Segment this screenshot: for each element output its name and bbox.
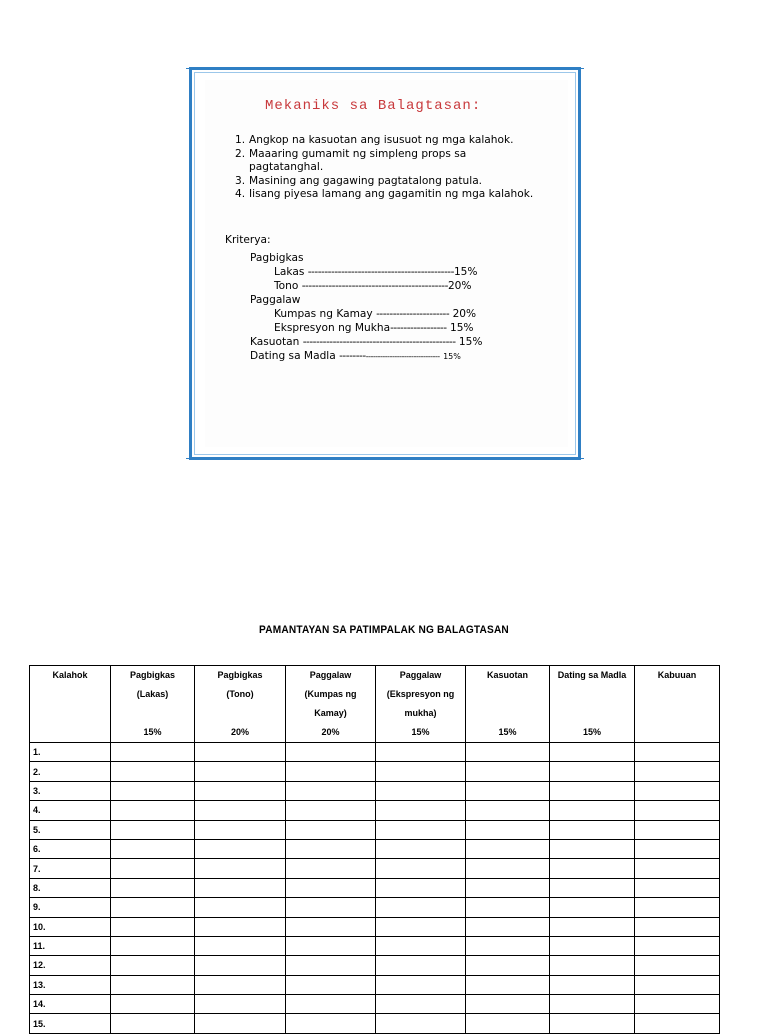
score-cell[interactable] xyxy=(111,975,195,994)
score-cell[interactable] xyxy=(376,743,466,762)
score-cell[interactable] xyxy=(111,839,195,858)
rule-text: Angkop na kasuotan ang isusuot ng mga kalahok. xyxy=(249,134,514,146)
score-cell[interactable] xyxy=(111,936,195,955)
score-cell[interactable] xyxy=(466,859,550,878)
score-cell[interactable] xyxy=(111,820,195,839)
score-cell[interactable] xyxy=(195,781,286,800)
score-cell[interactable] xyxy=(466,839,550,858)
score-cell[interactable] xyxy=(376,859,466,878)
score-cell[interactable] xyxy=(195,743,286,762)
criteria-ekspresyon xyxy=(274,322,474,334)
criteria-percent: 15% xyxy=(449,322,474,334)
table-row xyxy=(30,878,720,897)
criteria-leader: ---------------------------------------------- xyxy=(302,336,456,348)
criteria-percent: 20% xyxy=(452,308,477,320)
score-cell[interactable] xyxy=(111,743,195,762)
score-cell[interactable] xyxy=(286,820,376,839)
column-weight: 20% xyxy=(230,727,249,737)
score-cell[interactable] xyxy=(111,956,195,975)
score-cell[interactable] xyxy=(635,898,720,917)
column-header xyxy=(466,666,550,743)
column-header-label: Paggalaw xyxy=(399,670,442,680)
criteria-name: Kasuotan xyxy=(250,336,300,348)
score-cell[interactable] xyxy=(111,762,195,781)
score-cell[interactable] xyxy=(195,995,286,1014)
rule-number: 1. xyxy=(235,134,246,146)
column-header-label: Paggalaw xyxy=(309,670,352,680)
table-row xyxy=(30,820,720,839)
contestant-number: 14. xyxy=(30,995,111,1014)
column-header-label: (Kumpas ng xyxy=(304,689,357,699)
score-cell[interactable] xyxy=(635,956,720,975)
contestant-number: 10. xyxy=(30,917,111,936)
criteria-name: Lakas xyxy=(274,266,305,278)
score-cell[interactable] xyxy=(376,781,466,800)
score-cell[interactable] xyxy=(195,762,286,781)
rule-number: 2. xyxy=(235,147,246,160)
score-cell[interactable] xyxy=(550,859,635,878)
criteria-leader: ------------------------------- xyxy=(365,352,440,361)
criteria-dating xyxy=(250,350,461,362)
table-row xyxy=(30,995,720,1014)
table-row xyxy=(30,917,720,936)
score-cell[interactable] xyxy=(195,936,286,955)
rule-number: 4. xyxy=(235,188,246,201)
table-row xyxy=(30,781,720,800)
score-cell[interactable] xyxy=(286,878,376,897)
criteria-leader: -------- xyxy=(339,350,366,362)
score-cell[interactable] xyxy=(635,878,720,897)
column-header-label: Pagbigkas xyxy=(217,670,263,680)
score-cell[interactable] xyxy=(376,898,466,917)
score-cell[interactable] xyxy=(635,859,720,878)
score-cell[interactable] xyxy=(286,859,376,878)
score-cell[interactable] xyxy=(195,917,286,936)
criteria-percent: 15% xyxy=(453,266,478,278)
score-cell[interactable] xyxy=(635,936,720,955)
rule-text: Iisang piyesa lamang ang gagamitin ng mga kalahok. xyxy=(249,188,534,201)
table-row xyxy=(30,975,720,994)
column-header-label: Kabuuan xyxy=(657,670,697,680)
contestant-number: 12. xyxy=(30,956,111,975)
mechanics-title: Mekaniks sa Balagtasan: xyxy=(265,98,482,114)
contestant-number: 11. xyxy=(30,936,111,955)
score-cell[interactable] xyxy=(286,743,376,762)
score-cell[interactable] xyxy=(195,801,286,820)
rule-item xyxy=(235,148,535,175)
score-cell[interactable] xyxy=(635,743,720,762)
score-cell[interactable] xyxy=(466,762,550,781)
criteria-kumpas xyxy=(274,308,476,320)
score-cell[interactable] xyxy=(550,820,635,839)
score-cell[interactable] xyxy=(376,975,466,994)
contestant-number: 2. xyxy=(30,762,111,781)
rule-item xyxy=(235,134,535,148)
score-cell[interactable] xyxy=(286,956,376,975)
column-header-label: Kamay) xyxy=(314,708,347,718)
table-row xyxy=(30,801,720,820)
score-cell[interactable] xyxy=(376,820,466,839)
column-header-label: mukha) xyxy=(404,708,437,718)
score-cell[interactable] xyxy=(550,839,635,858)
score-cell[interactable] xyxy=(550,995,635,1014)
column-weight: 15% xyxy=(582,727,601,737)
column-weight: 15% xyxy=(411,727,430,737)
score-cell[interactable] xyxy=(550,917,635,936)
criteria-heading: Paggalaw xyxy=(250,294,301,306)
criteria-lakas xyxy=(274,266,477,278)
score-cell[interactable] xyxy=(111,917,195,936)
score-cell[interactable] xyxy=(376,936,466,955)
column-header xyxy=(111,666,195,743)
score-cell[interactable] xyxy=(466,917,550,936)
criteria-percent: 15% xyxy=(458,336,483,348)
score-cell[interactable] xyxy=(635,801,720,820)
score-cell[interactable] xyxy=(635,820,720,839)
column-weight: 15% xyxy=(498,727,517,737)
score-cell[interactable] xyxy=(286,995,376,1014)
score-cell[interactable] xyxy=(550,801,635,820)
criteria-name: Kumpas ng Kamay xyxy=(274,308,373,320)
score-cell[interactable] xyxy=(286,762,376,781)
score-cell[interactable] xyxy=(195,898,286,917)
criteria-heading: Pagbigkas xyxy=(250,252,304,264)
score-cell[interactable] xyxy=(195,859,286,878)
contestant-number: 13. xyxy=(30,975,111,994)
score-cell[interactable] xyxy=(376,956,466,975)
score-cell[interactable] xyxy=(635,995,720,1014)
criteria-leader: ----------------- xyxy=(390,322,447,334)
table-row xyxy=(30,956,720,975)
score-cell[interactable] xyxy=(111,878,195,897)
score-cell[interactable] xyxy=(286,917,376,936)
table-title: PAMANTAYAN SA PATIMPALAK NG BALAGTASAN xyxy=(259,624,509,636)
score-cell[interactable] xyxy=(195,975,286,994)
contestant-number: 4. xyxy=(30,801,111,820)
score-cell[interactable] xyxy=(466,820,550,839)
score-cell[interactable] xyxy=(286,898,376,917)
criteria-leader: ---------------------- xyxy=(376,308,450,320)
score-cell[interactable] xyxy=(376,839,466,858)
score-cell[interactable] xyxy=(550,936,635,955)
score-cell[interactable] xyxy=(376,917,466,936)
criteria-paggalaw xyxy=(250,294,300,306)
score-cell[interactable] xyxy=(195,878,286,897)
column-header xyxy=(195,666,286,743)
score-cell[interactable] xyxy=(111,859,195,878)
score-cell[interactable] xyxy=(550,878,635,897)
criteria-percent: 15% xyxy=(443,352,461,361)
column-header-label: Kasuotan xyxy=(486,670,528,680)
score-cell[interactable] xyxy=(635,762,720,781)
table-row xyxy=(30,839,720,858)
table-header-row xyxy=(30,666,720,743)
score-cell[interactable] xyxy=(466,781,550,800)
score-cell[interactable] xyxy=(111,995,195,1014)
score-cell[interactable] xyxy=(286,839,376,858)
contestant-number: 1. xyxy=(30,743,111,762)
column-header-label: (Ekspresyon ng xyxy=(386,689,455,699)
criteria-name: Ekspresyon ng Mukha xyxy=(274,322,391,334)
column-header xyxy=(550,666,635,743)
score-cell[interactable] xyxy=(111,898,195,917)
criteria-name: Dating sa Madla xyxy=(250,350,336,362)
score-cell[interactable] xyxy=(466,975,550,994)
criteria-tono xyxy=(274,280,471,292)
score-cell[interactable] xyxy=(550,898,635,917)
contestant-number: 15. xyxy=(30,1014,111,1033)
criteria-percent: 20% xyxy=(447,280,472,292)
score-cell[interactable] xyxy=(466,936,550,955)
contestant-number: 7. xyxy=(30,859,111,878)
score-cell[interactable] xyxy=(376,995,466,1014)
rule-item xyxy=(235,175,535,189)
scoring-table xyxy=(29,665,720,1034)
score-cell[interactable] xyxy=(466,801,550,820)
score-cell[interactable] xyxy=(635,839,720,858)
contestant-number: 6. xyxy=(30,839,111,858)
column-weight: 20% xyxy=(321,727,340,737)
column-header xyxy=(30,666,111,743)
table-row xyxy=(30,936,720,955)
criteria-name: Tono xyxy=(274,280,299,292)
score-cell[interactable] xyxy=(376,762,466,781)
contestant-number: 9. xyxy=(30,898,111,917)
table-row xyxy=(30,859,720,878)
score-cell[interactable] xyxy=(550,975,635,994)
column-header xyxy=(286,666,376,743)
contestant-number: 8. xyxy=(30,878,111,897)
table-row xyxy=(30,898,720,917)
score-cell[interactable] xyxy=(550,762,635,781)
mechanics-box xyxy=(189,67,581,460)
mechanics-rules-list xyxy=(235,134,535,202)
column-header xyxy=(376,666,466,743)
criteria-leader: -------------------------------------------- xyxy=(301,280,448,292)
table-row xyxy=(30,743,720,762)
column-header-label: (Tono) xyxy=(226,689,254,699)
column-weight: 15% xyxy=(143,727,162,737)
score-cell[interactable] xyxy=(195,820,286,839)
score-cell[interactable] xyxy=(111,781,195,800)
score-cell[interactable] xyxy=(635,917,720,936)
score-cell[interactable] xyxy=(195,839,286,858)
score-cell[interactable] xyxy=(466,743,550,762)
criteria-leader: -------------------------------------------- xyxy=(307,266,454,278)
score-cell[interactable] xyxy=(286,975,376,994)
score-cell[interactable] xyxy=(466,995,550,1014)
column-header-label: Pagbigkas xyxy=(129,670,176,680)
score-cell[interactable] xyxy=(550,781,635,800)
score-cell[interactable] xyxy=(286,936,376,955)
score-cell[interactable] xyxy=(466,878,550,897)
score-cell[interactable] xyxy=(286,781,376,800)
table-row xyxy=(30,762,720,781)
contestant-number: 5. xyxy=(30,820,111,839)
score-cell[interactable] xyxy=(466,898,550,917)
criteria-kasuotan xyxy=(250,336,482,348)
column-header-label: Dating sa Madla xyxy=(557,670,627,680)
score-cell[interactable] xyxy=(286,801,376,820)
score-cell[interactable] xyxy=(635,781,720,800)
score-cell[interactable] xyxy=(466,956,550,975)
score-cell[interactable] xyxy=(111,801,195,820)
score-cell[interactable] xyxy=(376,878,466,897)
rule-text: Maaaring gumamit ng simpleng props sa pagtatanghal. xyxy=(249,147,467,174)
contestant-number: 3. xyxy=(30,781,111,800)
criteria-pagbigkas xyxy=(250,252,303,264)
column-header-label: (Lakas) xyxy=(136,689,169,699)
score-cell[interactable] xyxy=(550,743,635,762)
score-cell[interactable] xyxy=(195,956,286,975)
column-header-label: Kalahok xyxy=(52,670,88,680)
column-header xyxy=(635,666,720,743)
score-cell[interactable] xyxy=(376,801,466,820)
table-body xyxy=(30,743,720,1034)
score-cell[interactable] xyxy=(635,975,720,994)
rule-text: Masining ang gagawing pagtatalong patula. xyxy=(249,174,483,187)
criteria-label: Kriterya: xyxy=(225,234,271,246)
rule-number: 3. xyxy=(235,174,246,187)
mechanics-content xyxy=(205,80,568,447)
rule-item xyxy=(235,188,535,202)
score-cell[interactable] xyxy=(550,956,635,975)
